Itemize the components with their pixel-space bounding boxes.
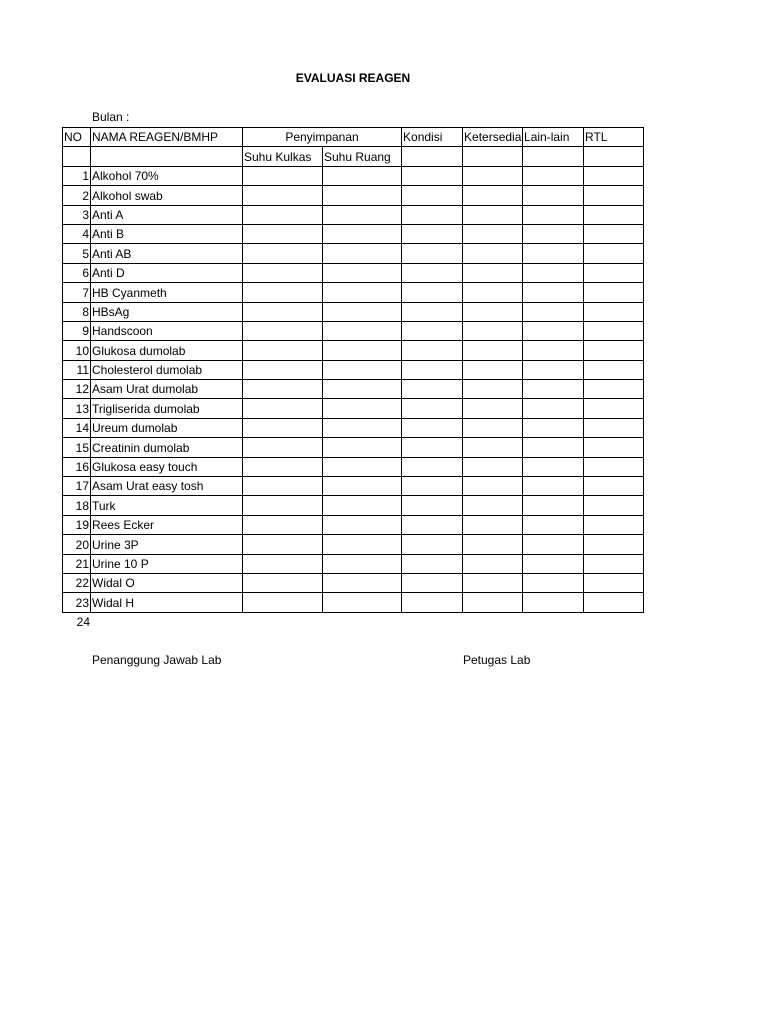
empty-cell: [243, 283, 323, 302]
empty-cell: [243, 360, 323, 379]
table-row: [63, 321, 644, 340]
empty-cell: [402, 477, 463, 496]
empty-cell: [323, 573, 402, 592]
row-number: 17: [63, 477, 91, 496]
reagent-name: Creatinin dumolab: [91, 438, 243, 457]
empty-cell: [463, 477, 523, 496]
empty-cell: [523, 496, 584, 515]
table-row: [63, 418, 644, 437]
empty-cell: [463, 496, 523, 515]
subheader-empty-cell: [523, 147, 584, 166]
empty-cell: [463, 263, 523, 282]
reagent-name: Anti AB: [91, 244, 243, 263]
table-row: [63, 166, 644, 185]
empty-cell: [402, 457, 463, 476]
reagent-name: HBsAg: [91, 302, 243, 321]
row-number: 16: [63, 457, 91, 476]
empty-cell: [523, 360, 584, 379]
empty-cell: [584, 263, 644, 282]
table-row: [63, 573, 644, 592]
signature-left-label: Penanggung Jawab Lab: [92, 653, 222, 667]
reagent-name: Rees Ecker: [91, 515, 243, 534]
empty-cell: [243, 554, 323, 573]
header-condition: Kondisi: [402, 128, 463, 147]
empty-cell: [584, 166, 644, 185]
empty-cell: [402, 283, 463, 302]
empty-cell: [584, 554, 644, 573]
empty-cell: [323, 477, 402, 496]
empty-cell: [463, 166, 523, 185]
empty-cell: [463, 535, 523, 554]
subheader-row: [63, 147, 644, 166]
empty-cell: [523, 477, 584, 496]
empty-cell: [323, 341, 402, 360]
empty-cell: [523, 263, 584, 282]
empty-cell: [323, 205, 402, 224]
empty-cell: [523, 573, 584, 592]
empty-cell: [523, 186, 584, 205]
empty-cell: [523, 166, 584, 185]
row-number: 10: [63, 341, 91, 360]
empty-cell: [463, 438, 523, 457]
table-row: [63, 438, 644, 457]
header-storage-fridge: Suhu Kulkas: [243, 147, 323, 166]
empty-cell: [243, 515, 323, 534]
empty-cell: [243, 380, 323, 399]
table-row: [63, 283, 644, 302]
empty-cell: [243, 438, 323, 457]
table-row: [63, 302, 644, 321]
month-label: Bulan :: [92, 110, 130, 124]
header-others: Lain-lain: [523, 128, 584, 147]
empty-cell: [402, 438, 463, 457]
table-row: [63, 205, 644, 224]
empty-cell: [402, 496, 463, 515]
subheader-empty-cell: [402, 147, 463, 166]
empty-cell: [243, 224, 323, 243]
table-row: [63, 186, 644, 205]
row-number: 5: [63, 244, 91, 263]
empty-cell: [243, 477, 323, 496]
header-name: NAMA REAGEN/BMHP: [91, 128, 243, 147]
subheader-empty-cell: [63, 147, 91, 166]
empty-cell: [463, 554, 523, 573]
empty-cell: [323, 244, 402, 263]
empty-cell: [323, 166, 402, 185]
empty-cell: [463, 244, 523, 263]
signature-right-label: Petugas Lab: [463, 653, 531, 667]
empty-cell: [463, 380, 523, 399]
empty-cell: [523, 321, 584, 340]
empty-cell: [243, 341, 323, 360]
empty-cell: [402, 380, 463, 399]
table-row: [63, 593, 644, 612]
empty-cell: [402, 186, 463, 205]
empty-cell: [584, 283, 644, 302]
empty-cell: [243, 263, 323, 282]
empty-cell: [402, 244, 463, 263]
table-row: [63, 380, 644, 399]
table-row: [63, 554, 644, 573]
empty-cell: [323, 380, 402, 399]
empty-cell: [584, 341, 644, 360]
table-row: [63, 263, 644, 282]
empty-cell: [402, 263, 463, 282]
row-number: 20: [63, 535, 91, 554]
empty-cell: [463, 418, 523, 437]
empty-cell: [523, 224, 584, 243]
reagent-name: Alkohol swab: [91, 186, 243, 205]
trailing-row-number: 24: [76, 615, 90, 629]
reagent-name: Asam Urat easy tosh: [91, 477, 243, 496]
empty-cell: [584, 535, 644, 554]
empty-cell: [402, 515, 463, 534]
row-number: 9: [63, 321, 91, 340]
table-row: [63, 535, 644, 554]
empty-cell: [402, 573, 463, 592]
empty-cell: [584, 438, 644, 457]
empty-cell: [463, 186, 523, 205]
document-title: EVALUASI REAGEN: [295, 71, 411, 85]
row-number: 19: [63, 515, 91, 534]
reagent-name: Anti B: [91, 224, 243, 243]
row-number: 8: [63, 302, 91, 321]
empty-cell: [243, 593, 323, 612]
empty-cell: [584, 457, 644, 476]
empty-cell: [323, 418, 402, 437]
header-storage-room: Suhu Ruang: [323, 147, 402, 166]
reagent-name: Alkohol 70%: [91, 166, 243, 185]
row-number: 11: [63, 360, 91, 379]
empty-cell: [463, 399, 523, 418]
empty-cell: [584, 496, 644, 515]
reagent-name: Trigliserida dumolab: [91, 399, 243, 418]
empty-cell: [323, 457, 402, 476]
empty-cell: [323, 554, 402, 573]
reagent-name: Ureum dumolab: [91, 418, 243, 437]
empty-cell: [323, 263, 402, 282]
empty-cell: [323, 321, 402, 340]
reagent-name: Handscoon: [91, 321, 243, 340]
empty-cell: [243, 418, 323, 437]
empty-cell: [402, 399, 463, 418]
empty-cell: [402, 341, 463, 360]
empty-cell: [402, 535, 463, 554]
table-row: [63, 399, 644, 418]
reagent-name: Anti A: [91, 205, 243, 224]
empty-cell: [402, 302, 463, 321]
empty-cell: [463, 515, 523, 534]
empty-cell: [584, 224, 644, 243]
row-number: 6: [63, 263, 91, 282]
empty-cell: [243, 166, 323, 185]
empty-cell: [523, 302, 584, 321]
empty-cell: [243, 573, 323, 592]
empty-cell: [402, 554, 463, 573]
row-number: 4: [63, 224, 91, 243]
row-number: 15: [63, 438, 91, 457]
empty-cell: [523, 283, 584, 302]
row-number: 23: [63, 593, 91, 612]
empty-cell: [402, 418, 463, 437]
empty-cell: [463, 457, 523, 476]
empty-cell: [323, 593, 402, 612]
empty-cell: [463, 321, 523, 340]
empty-cell: [523, 244, 584, 263]
table-row: [63, 360, 644, 379]
empty-cell: [243, 244, 323, 263]
empty-cell: [463, 205, 523, 224]
row-number: 22: [63, 573, 91, 592]
reagent-name: Widal O: [91, 573, 243, 592]
empty-cell: [463, 302, 523, 321]
header-rtl: RTL: [584, 128, 644, 147]
empty-cell: [463, 593, 523, 612]
empty-cell: [523, 438, 584, 457]
empty-cell: [323, 515, 402, 534]
empty-cell: [584, 321, 644, 340]
table-row: [63, 224, 644, 243]
empty-cell: [463, 573, 523, 592]
empty-cell: [243, 457, 323, 476]
reagent-name: HB Cyanmeth: [91, 283, 243, 302]
empty-cell: [402, 205, 463, 224]
row-number: 2: [63, 186, 91, 205]
reagent-name: Glukosa dumolab: [91, 341, 243, 360]
empty-cell: [243, 205, 323, 224]
empty-cell: [243, 535, 323, 554]
empty-cell: [523, 205, 584, 224]
empty-cell: [523, 341, 584, 360]
empty-cell: [243, 321, 323, 340]
reagent-name: Asam Urat dumolab: [91, 380, 243, 399]
table-row: [63, 341, 644, 360]
row-number: 3: [63, 205, 91, 224]
reagent-name: Urine 3P: [91, 535, 243, 554]
empty-cell: [523, 593, 584, 612]
empty-cell: [584, 593, 644, 612]
table-body: [63, 128, 644, 613]
reagent-name: Widal H: [91, 593, 243, 612]
empty-cell: [584, 302, 644, 321]
empty-cell: [584, 515, 644, 534]
reagent-name: Urine 10 P: [91, 554, 243, 573]
empty-cell: [243, 302, 323, 321]
empty-cell: [584, 477, 644, 496]
header-availability: Ketersedia: [463, 128, 523, 147]
empty-cell: [584, 399, 644, 418]
row-number: 18: [63, 496, 91, 515]
reagent-name: Turk: [91, 496, 243, 515]
empty-cell: [243, 186, 323, 205]
empty-cell: [584, 380, 644, 399]
empty-cell: [323, 224, 402, 243]
empty-cell: [402, 321, 463, 340]
subheader-empty-cell: [584, 147, 644, 166]
row-number: 21: [63, 554, 91, 573]
empty-cell: [463, 341, 523, 360]
empty-cell: [323, 302, 402, 321]
row-number: 12: [63, 380, 91, 399]
row-number: 7: [63, 283, 91, 302]
empty-cell: [243, 399, 323, 418]
empty-cell: [523, 554, 584, 573]
empty-cell: [323, 438, 402, 457]
empty-cell: [323, 496, 402, 515]
row-number: 13: [63, 399, 91, 418]
empty-cell: [323, 399, 402, 418]
header-no: NO: [63, 128, 91, 147]
empty-cell: [323, 186, 402, 205]
empty-cell: [584, 205, 644, 224]
empty-cell: [523, 535, 584, 554]
subheader-empty-cell: [463, 147, 523, 166]
empty-cell: [323, 360, 402, 379]
empty-cell: [523, 457, 584, 476]
empty-cell: [523, 418, 584, 437]
empty-cell: [584, 573, 644, 592]
header-row: [63, 128, 644, 147]
empty-cell: [584, 360, 644, 379]
reagent-name: Glukosa easy touch: [91, 457, 243, 476]
table-row: [63, 496, 644, 515]
empty-cell: [584, 186, 644, 205]
empty-cell: [463, 224, 523, 243]
table-row: [63, 244, 644, 263]
header-storage: Penyimpanan: [243, 128, 402, 147]
empty-cell: [323, 535, 402, 554]
reagent-name: Cholesterol dumolab: [91, 360, 243, 379]
empty-cell: [402, 360, 463, 379]
row-number: 1: [63, 166, 91, 185]
empty-cell: [243, 496, 323, 515]
row-number: 14: [63, 418, 91, 437]
reagent-name: Anti D: [91, 263, 243, 282]
empty-cell: [523, 380, 584, 399]
subheader-empty-cell: [91, 147, 243, 166]
empty-cell: [323, 283, 402, 302]
empty-cell: [402, 593, 463, 612]
table-row: [63, 457, 644, 476]
empty-cell: [463, 360, 523, 379]
empty-cell: [463, 283, 523, 302]
table-row: [63, 515, 644, 534]
reagent-evaluation-table: [62, 127, 644, 613]
empty-cell: [584, 244, 644, 263]
empty-cell: [523, 399, 584, 418]
empty-cell: [402, 166, 463, 185]
empty-cell: [523, 515, 584, 534]
empty-cell: [402, 224, 463, 243]
table-row: [63, 477, 644, 496]
empty-cell: [584, 418, 644, 437]
